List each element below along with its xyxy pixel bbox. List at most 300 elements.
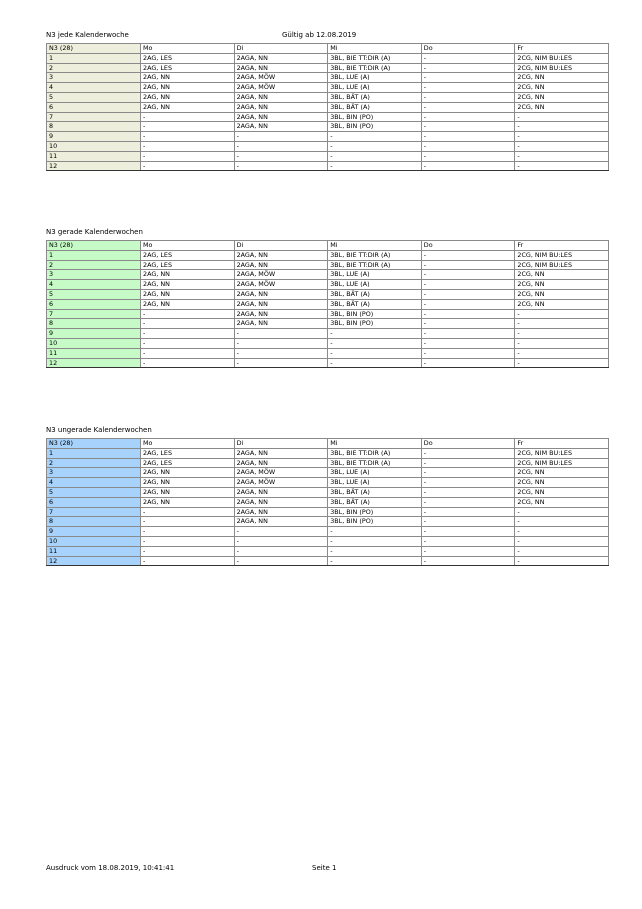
lesson-text: 3BL, BIE TT:DIR (A): [330, 458, 391, 467]
timetable: [46, 240, 609, 368]
period-number: 2: [47, 458, 141, 468]
lesson-text: -: [517, 556, 520, 565]
table-row: [47, 546, 609, 556]
lesson-cell: [515, 250, 609, 260]
lesson-cell: [234, 556, 328, 566]
lesson-text: 3BL, BÄT (A): [330, 289, 370, 298]
table-row: [47, 92, 609, 102]
lesson-text: -: [423, 289, 427, 298]
table-row: [47, 556, 609, 566]
lesson-cell: [141, 358, 235, 368]
class-room-header: N3 (28): [47, 241, 141, 251]
lesson-cell: [234, 289, 328, 299]
lesson-cell: [328, 556, 422, 566]
lesson-cell: [515, 536, 609, 546]
lesson-cell: [328, 487, 422, 497]
lesson-cell: [328, 338, 422, 348]
period-number: 7: [47, 507, 141, 517]
lesson-text: 3BL, BÄT (A): [330, 497, 370, 506]
lesson-text: 2CG, NN: [517, 478, 545, 487]
lesson-text: 2CG, NIM BU:LES: [517, 53, 572, 62]
lesson-cell: [234, 338, 328, 348]
page-number: Seite 1: [312, 864, 337, 872]
lesson-text: -: [517, 309, 520, 318]
lesson-text: 3BL, LUE (A): [330, 478, 370, 487]
lesson-cell: [421, 556, 515, 566]
lesson-cell: [515, 507, 609, 517]
lesson-cell: [234, 132, 328, 142]
lesson-text: -: [517, 161, 520, 170]
day-header: Di: [234, 44, 328, 54]
lesson-cell: [141, 102, 235, 112]
period-number: 3: [47, 270, 141, 280]
lesson-text: 2AG, NN: [143, 289, 170, 298]
lesson-cell: [515, 309, 609, 319]
lesson-text: 2AGA, MÖW: [236, 280, 276, 289]
period-number: 7: [47, 309, 141, 319]
lesson-cell: [421, 299, 515, 309]
lesson-text: -: [236, 151, 239, 160]
period-number: 4: [47, 83, 141, 93]
lesson-cell: [421, 83, 515, 93]
lesson-cell: [328, 546, 422, 556]
lesson-cell: [421, 289, 515, 299]
lesson-cell: [234, 517, 328, 527]
lesson-cell: [515, 161, 609, 171]
lesson-cell: [141, 141, 235, 151]
lesson-text: 2AG, NN: [143, 478, 170, 487]
period-number: 5: [47, 289, 141, 299]
lesson-cell: [328, 507, 422, 517]
lesson-cell: [141, 270, 235, 280]
lesson-text: -: [517, 132, 520, 141]
lesson-text: -: [423, 151, 427, 160]
lesson-text: 2CG, NIM BU:LES: [517, 448, 572, 457]
lesson-cell: [421, 517, 515, 527]
period-number: 1: [47, 250, 141, 260]
lesson-text: -: [143, 319, 146, 328]
lesson-text: 2CG, NN: [517, 468, 545, 477]
period-number: 10: [47, 141, 141, 151]
table-row: [47, 289, 609, 299]
lesson-cell: [421, 73, 515, 83]
period-number: 10: [47, 536, 141, 546]
lesson-text: -: [423, 458, 427, 467]
lesson-text: 2AG, NN: [143, 487, 170, 496]
table-row: [47, 319, 609, 329]
lesson-cell: [234, 536, 328, 546]
lesson-text: -: [423, 280, 427, 289]
timetable: [46, 43, 609, 171]
lesson-cell: [328, 517, 422, 527]
period-number: 3: [47, 468, 141, 478]
lesson-text: -: [423, 536, 427, 545]
lesson-cell: [234, 112, 328, 122]
lesson-text: -: [143, 507, 146, 516]
lesson-cell: [421, 546, 515, 556]
lesson-text: -: [423, 487, 427, 496]
lesson-text: -: [143, 151, 146, 160]
lesson-text: -: [330, 141, 333, 150]
lesson-text: 3BL, BIN (PO): [330, 517, 374, 526]
lesson-text: -: [423, 161, 427, 170]
lesson-cell: [421, 132, 515, 142]
lesson-cell: [141, 319, 235, 329]
lesson-text: 2AGA, MÖW: [236, 478, 276, 487]
lesson-cell: [141, 497, 235, 507]
lesson-text: 2AGA, NN: [236, 497, 268, 506]
lesson-cell: [515, 73, 609, 83]
day-header: Mo: [141, 241, 235, 251]
lesson-cell: [421, 487, 515, 497]
lesson-cell: [234, 478, 328, 488]
lesson-text: -: [423, 478, 427, 487]
lesson-text: -: [517, 507, 520, 516]
lesson-cell: [141, 348, 235, 358]
lesson-text: -: [423, 299, 427, 308]
lesson-text: -: [517, 122, 520, 131]
lesson-text: -: [236, 556, 239, 565]
lesson-text: 2CG, NN: [517, 497, 545, 506]
lesson-cell: [141, 507, 235, 517]
period-number: 9: [47, 329, 141, 339]
lesson-cell: [515, 497, 609, 507]
period-number: 8: [47, 122, 141, 132]
lesson-text: -: [423, 348, 427, 357]
table-row: [47, 448, 609, 458]
lesson-text: -: [143, 546, 146, 555]
period-number: 6: [47, 497, 141, 507]
lesson-cell: [234, 141, 328, 151]
lesson-cell: [421, 250, 515, 260]
lesson-text: -: [517, 112, 520, 121]
table-row: [47, 260, 609, 270]
lesson-text: 2CG, NIM BU:LES: [517, 250, 572, 259]
lesson-cell: [141, 448, 235, 458]
lesson-text: -: [236, 132, 239, 141]
lesson-text: 3BL, BIN (PO): [330, 319, 374, 328]
period-number: 2: [47, 260, 141, 270]
lesson-text: -: [423, 556, 427, 565]
lesson-cell: [328, 122, 422, 132]
table-row: [47, 270, 609, 280]
lesson-cell: [421, 358, 515, 368]
lesson-text: 2AGA, NN: [236, 122, 268, 131]
lesson-text: -: [423, 497, 427, 506]
table-row: [47, 53, 609, 63]
lesson-text: -: [143, 556, 146, 565]
lesson-cell: [234, 497, 328, 507]
period-number: 9: [47, 527, 141, 537]
lesson-cell: [515, 112, 609, 122]
lesson-text: -: [517, 329, 520, 338]
lesson-cell: [515, 338, 609, 348]
lesson-cell: [328, 527, 422, 537]
print-timestamp: Ausdruck vom 18.08.2019, 10:41:41: [46, 864, 175, 872]
lesson-cell: [328, 270, 422, 280]
lesson-cell: [141, 338, 235, 348]
lesson-text: 2AGA, NN: [236, 53, 268, 62]
day-header: Mo: [141, 439, 235, 449]
lesson-text: 3BL, BIN (PO): [330, 309, 374, 318]
lesson-cell: [515, 289, 609, 299]
lesson-cell: [515, 546, 609, 556]
lesson-text: 3BL, BIE TT:DIR (A): [330, 250, 391, 259]
lesson-text: -: [423, 358, 427, 367]
lesson-text: 3BL, LUE (A): [330, 468, 370, 477]
lesson-cell: [515, 270, 609, 280]
lesson-cell: [328, 348, 422, 358]
lesson-text: -: [330, 527, 333, 536]
lesson-text: -: [517, 338, 520, 347]
lesson-cell: [515, 260, 609, 270]
lesson-text: -: [517, 527, 520, 536]
lesson-cell: [515, 458, 609, 468]
table-row: [47, 348, 609, 358]
lesson-cell: [141, 527, 235, 537]
lesson-cell: [515, 63, 609, 73]
lesson-cell: [421, 348, 515, 358]
lesson-text: -: [330, 348, 333, 357]
lesson-text: 3BL, BIN (PO): [330, 507, 374, 516]
lesson-text: 2AG, NN: [143, 92, 170, 101]
lesson-cell: [234, 102, 328, 112]
lesson-text: 2CG, NN: [517, 299, 545, 308]
lesson-cell: [421, 270, 515, 280]
lesson-cell: [234, 546, 328, 556]
lesson-text: -: [236, 358, 239, 367]
lesson-text: 2CG, NN: [517, 280, 545, 289]
lesson-cell: [421, 122, 515, 132]
lesson-text: 2AGA, MÖW: [236, 83, 276, 92]
lesson-cell: [234, 280, 328, 290]
lesson-cell: [141, 478, 235, 488]
lesson-text: -: [423, 122, 427, 131]
lesson-text: 2CG, NIM BU:LES: [517, 458, 572, 467]
period-number: 11: [47, 546, 141, 556]
period-number: 8: [47, 319, 141, 329]
lesson-text: -: [236, 329, 239, 338]
lesson-cell: [421, 329, 515, 339]
lesson-cell: [515, 102, 609, 112]
day-header: Fr: [515, 241, 609, 251]
lesson-text: -: [330, 151, 333, 160]
lesson-cell: [141, 468, 235, 478]
lesson-text: 3BL, BIN (PO): [330, 122, 374, 131]
lesson-text: 3BL, LUE (A): [330, 270, 370, 279]
lesson-text: 2AGA, NN: [236, 250, 268, 259]
lesson-cell: [141, 309, 235, 319]
lesson-cell: [141, 280, 235, 290]
page-header: [46, 31, 596, 43]
lesson-cell: [328, 497, 422, 507]
day-header: Do: [421, 241, 515, 251]
lesson-text: 2CG, NN: [517, 289, 545, 298]
lesson-text: -: [423, 132, 427, 141]
lesson-text: -: [143, 112, 146, 121]
period-number: 3: [47, 73, 141, 83]
lesson-text: -: [517, 546, 520, 555]
lesson-cell: [141, 458, 235, 468]
table-row: [47, 478, 609, 488]
lesson-text: 2AG, NN: [143, 468, 170, 477]
lesson-cell: [515, 329, 609, 339]
table-row: [47, 487, 609, 497]
lesson-cell: [515, 53, 609, 63]
lesson-text: 2AGA, NN: [236, 92, 268, 101]
lesson-text: -: [517, 319, 520, 328]
lesson-text: 2AGA, NN: [236, 319, 268, 328]
lesson-text: 2CG, NN: [517, 92, 545, 101]
lesson-text: -: [423, 329, 427, 338]
lesson-cell: [328, 289, 422, 299]
period-number: 9: [47, 132, 141, 142]
lesson-cell: [234, 309, 328, 319]
lesson-cell: [328, 53, 422, 63]
lesson-text: -: [143, 141, 146, 150]
table-row: [47, 517, 609, 527]
lesson-text: 3BL, BIE TT:DIR (A): [330, 53, 391, 62]
lesson-cell: [515, 151, 609, 161]
lesson-cell: [328, 280, 422, 290]
lesson-text: 2AGA, MÖW: [236, 468, 276, 477]
lesson-text: -: [236, 527, 239, 536]
period-number: 5: [47, 92, 141, 102]
period-number: 1: [47, 53, 141, 63]
lesson-cell: [515, 122, 609, 132]
lesson-text: 2AGA, MÖW: [236, 73, 276, 82]
lesson-text: 2AG, NN: [143, 83, 170, 92]
lesson-cell: [234, 329, 328, 339]
period-number: 12: [47, 556, 141, 566]
lesson-cell: [234, 458, 328, 468]
lesson-text: -: [423, 309, 427, 318]
lesson-text: 3BL, BÄT (A): [330, 299, 370, 308]
lesson-text: -: [143, 536, 146, 545]
lesson-cell: [234, 527, 328, 537]
class-room-header: N3 (28): [47, 439, 141, 449]
lesson-cell: [515, 348, 609, 358]
lesson-cell: [234, 73, 328, 83]
lesson-text: -: [143, 132, 146, 141]
lesson-cell: [141, 73, 235, 83]
lesson-text: -: [236, 338, 239, 347]
lesson-cell: [234, 507, 328, 517]
lesson-cell: [421, 92, 515, 102]
lesson-text: 2AGA, NN: [236, 260, 268, 269]
lesson-cell: [234, 358, 328, 368]
period-number: 7: [47, 112, 141, 122]
lesson-text: -: [517, 348, 520, 357]
lesson-text: -: [143, 358, 146, 367]
lesson-cell: [141, 161, 235, 171]
lesson-text: -: [423, 319, 427, 328]
table-row: [47, 280, 609, 290]
period-number: 11: [47, 151, 141, 161]
lesson-cell: [328, 63, 422, 73]
table-row: [47, 338, 609, 348]
lesson-text: 2AGA, NN: [236, 299, 268, 308]
lesson-cell: [141, 556, 235, 566]
lesson-cell: [421, 280, 515, 290]
lesson-cell: [421, 53, 515, 63]
day-header: Mi: [328, 439, 422, 449]
lesson-text: -: [423, 53, 427, 62]
lesson-text: 2AG, LES: [143, 63, 172, 72]
lesson-cell: [515, 448, 609, 458]
schedule-title: N3 jede Kalenderwoche: [46, 31, 129, 39]
lesson-cell: [234, 161, 328, 171]
lesson-cell: [515, 527, 609, 537]
lesson-text: 2AGA, NN: [236, 102, 268, 111]
lesson-text: -: [236, 161, 239, 170]
table-row: [47, 527, 609, 537]
lesson-cell: [141, 63, 235, 73]
lesson-cell: [234, 348, 328, 358]
lesson-cell: [515, 92, 609, 102]
lesson-text: 3BL, BÄT (A): [330, 92, 370, 101]
table-row: [47, 122, 609, 132]
lesson-cell: [328, 329, 422, 339]
day-header: Mo: [141, 44, 235, 54]
lesson-text: -: [330, 161, 333, 170]
class-room-header: N3 (28): [47, 44, 141, 54]
lesson-text: 2AG, LES: [143, 448, 172, 457]
table-row: [47, 63, 609, 73]
lesson-text: -: [517, 151, 520, 160]
lesson-cell: [141, 546, 235, 556]
table-row: [47, 507, 609, 517]
lesson-cell: [515, 556, 609, 566]
lesson-cell: [141, 53, 235, 63]
period-number: 2: [47, 63, 141, 73]
table-row: [47, 458, 609, 468]
lesson-cell: [234, 319, 328, 329]
period-number: 10: [47, 338, 141, 348]
lesson-text: -: [143, 122, 146, 131]
lesson-text: -: [236, 348, 239, 357]
lesson-cell: [421, 458, 515, 468]
table-row: [47, 141, 609, 151]
lesson-cell: [328, 358, 422, 368]
lesson-cell: [515, 299, 609, 309]
day-header: Mi: [328, 44, 422, 54]
period-number: 4: [47, 280, 141, 290]
table-row: [47, 73, 609, 83]
lesson-text: 3BL, BIN (PO): [330, 112, 374, 121]
lesson-text: 2CG, NN: [517, 73, 545, 82]
lesson-text: 2AGA, NN: [236, 458, 268, 467]
lesson-text: 2AGA, NN: [236, 487, 268, 496]
lesson-cell: [421, 527, 515, 537]
lesson-text: 2AG, NN: [143, 497, 170, 506]
table-row: [47, 536, 609, 546]
lesson-text: -: [517, 517, 520, 526]
table-row: [47, 132, 609, 142]
lesson-cell: [328, 458, 422, 468]
lesson-cell: [234, 122, 328, 132]
timetable-odd-weeks: [46, 424, 609, 566]
lesson-cell: [421, 338, 515, 348]
lesson-text: -: [423, 468, 427, 477]
lesson-text: 2AG, LES: [143, 53, 172, 62]
lesson-text: 2AG, NN: [143, 280, 170, 289]
lesson-text: -: [423, 338, 427, 347]
lesson-cell: [141, 83, 235, 93]
lesson-cell: [328, 448, 422, 458]
lesson-text: 2AGA, NN: [236, 289, 268, 298]
lesson-text: -: [330, 132, 333, 141]
